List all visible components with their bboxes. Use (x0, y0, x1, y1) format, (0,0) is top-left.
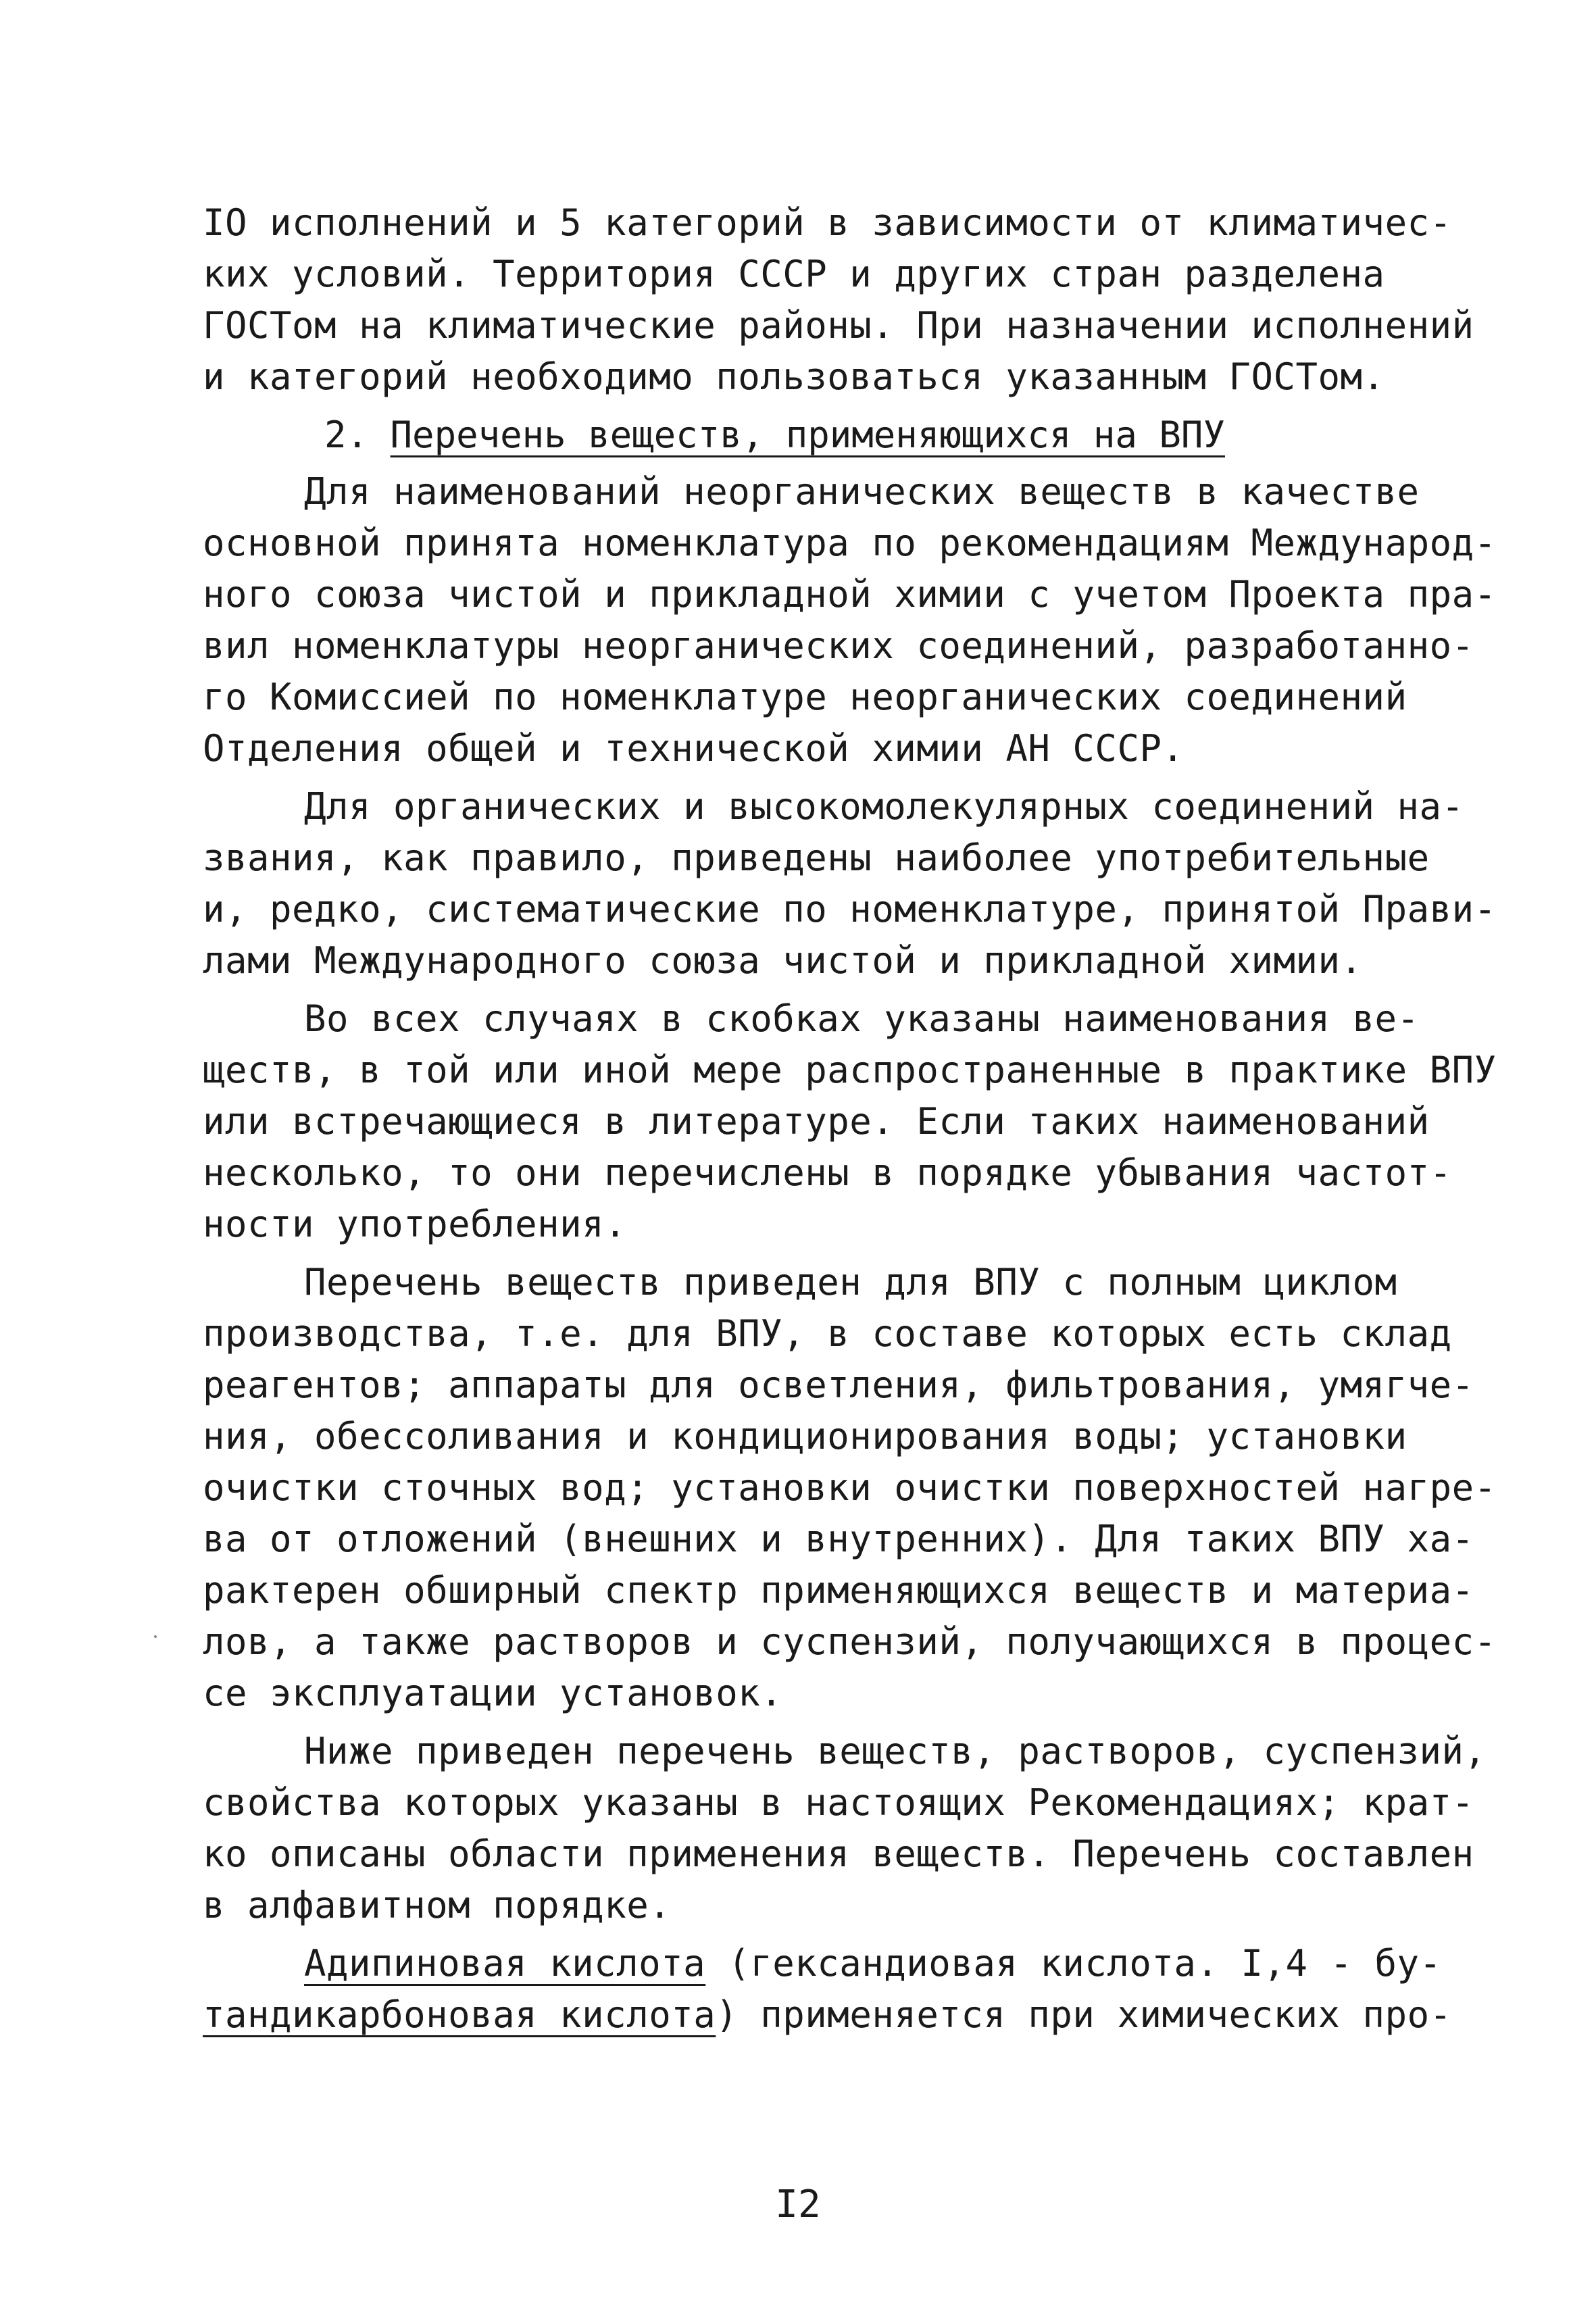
text-line: Для наименований неорганических веществ в качестве (304, 470, 1420, 513)
section-number: 2. (324, 414, 391, 456)
paragraph (203, 466, 1497, 774)
text-line: вил номенклатуры неорганических соединений, разработанно- (203, 624, 1474, 667)
text-line: несколько, то они перечислены в порядке убывания частот- (203, 1151, 1452, 1194)
entry-term: Адипиновая кислота (304, 1942, 706, 1985)
text-line: ности употребления. (203, 1203, 627, 1245)
text-line: основной принята номенклатура по рекомендациям Международ- (203, 522, 1497, 564)
text-line: Для органических и высокомолекулярных соединений на- (304, 785, 1464, 828)
paragraph (203, 993, 1497, 1250)
text-line: Перечень веществ приведен для ВПУ с полным циклом (304, 1261, 1397, 1303)
text-line: ществ, в той или иной мере распространенные в практике ВПУ (203, 1049, 1497, 1091)
text-line: реагентов; аппараты для осветления, фильтрования, умягче- (203, 1364, 1474, 1406)
text-line: очистки сточных вод; установки очистки поверхностей нагре- (203, 1466, 1497, 1509)
section-title: Перечень веществ, применяющихся на ВПУ (390, 414, 1225, 456)
text-line: лами Международного союза чистой и прикладной химии. (203, 939, 1363, 982)
text-line: производства, т.е. для ВПУ, в составе которых есть склад (203, 1312, 1452, 1355)
text-line: рактерен обширный спектр применяющихся веществ и материа- (203, 1569, 1474, 1612)
glossary-entry (203, 1938, 1452, 2041)
text-line: IO исполнений и 5 категорий в зависимости от климатичес- (203, 201, 1452, 244)
text-line: го Комиссией по номенклатуре неорганических соединений (203, 676, 1407, 718)
text-line: или встречающиеся в литературе. Если таких наименований (203, 1100, 1430, 1143)
text-line: и категорий необходимо пользоваться указанным ГОСТом. (203, 355, 1385, 398)
scan-speck (154, 1635, 157, 1638)
entry-text: ) применяется при химических про- (716, 1993, 1452, 2036)
text-line (203, 1938, 1442, 1989)
text-block (203, 197, 1497, 2041)
text-line: ких условий. Территория СССР и других стран разделена (203, 253, 1385, 295)
text-line: се эксплуатации установок. (203, 1672, 783, 1714)
text-line (203, 1989, 1452, 2041)
text-line: свойства которых указаны в настоящих Рекомендациях; крат- (203, 1781, 1474, 1824)
text-line: ния, обессоливания и кондиционирования воды; установки (203, 1415, 1407, 1458)
paragraph (203, 1257, 1497, 1719)
text-line: звания, как правило, приведены наиболее употребительные (203, 837, 1430, 879)
entry-text: (гександиовая кислота. I,4 - бу- (705, 1942, 1442, 1985)
text-line: ГОСТом на климатические районы. При назначении исполнений (203, 304, 1474, 347)
text-line: Ниже приведен перечень веществ, растворов, суспензий, (304, 1730, 1487, 1772)
entry-term-continued: тандикарбоновая кислота (203, 1993, 716, 2036)
text-line: в алфавитном порядке. (203, 1884, 672, 1926)
text-line: Во всех случаях в скобках указаны наименования ве- (304, 997, 1420, 1040)
text-line: ного союза чистой и прикладной химии с учетом Проекта пра- (203, 573, 1497, 616)
paragraph (203, 781, 1497, 987)
text-line: ко описаны области применения веществ. Перечень составлен (203, 1833, 1474, 1875)
text-line: и, редко, систематические по номенклатуре, принятой Прави- (203, 888, 1497, 930)
text-line: Отделения общей и технической химии АН СССР. (203, 727, 1184, 770)
intro-paragraph (203, 197, 1474, 403)
section-heading (203, 409, 1419, 461)
text-line: лов, а также растворов и суспензий, получающихся в процес- (203, 1620, 1497, 1663)
page-number: I2 (775, 2183, 821, 2226)
paragraph (203, 1726, 1487, 1931)
text-line: ва от отложений (внешних и внутренних). Для таких ВПУ ха- (203, 1518, 1474, 1560)
